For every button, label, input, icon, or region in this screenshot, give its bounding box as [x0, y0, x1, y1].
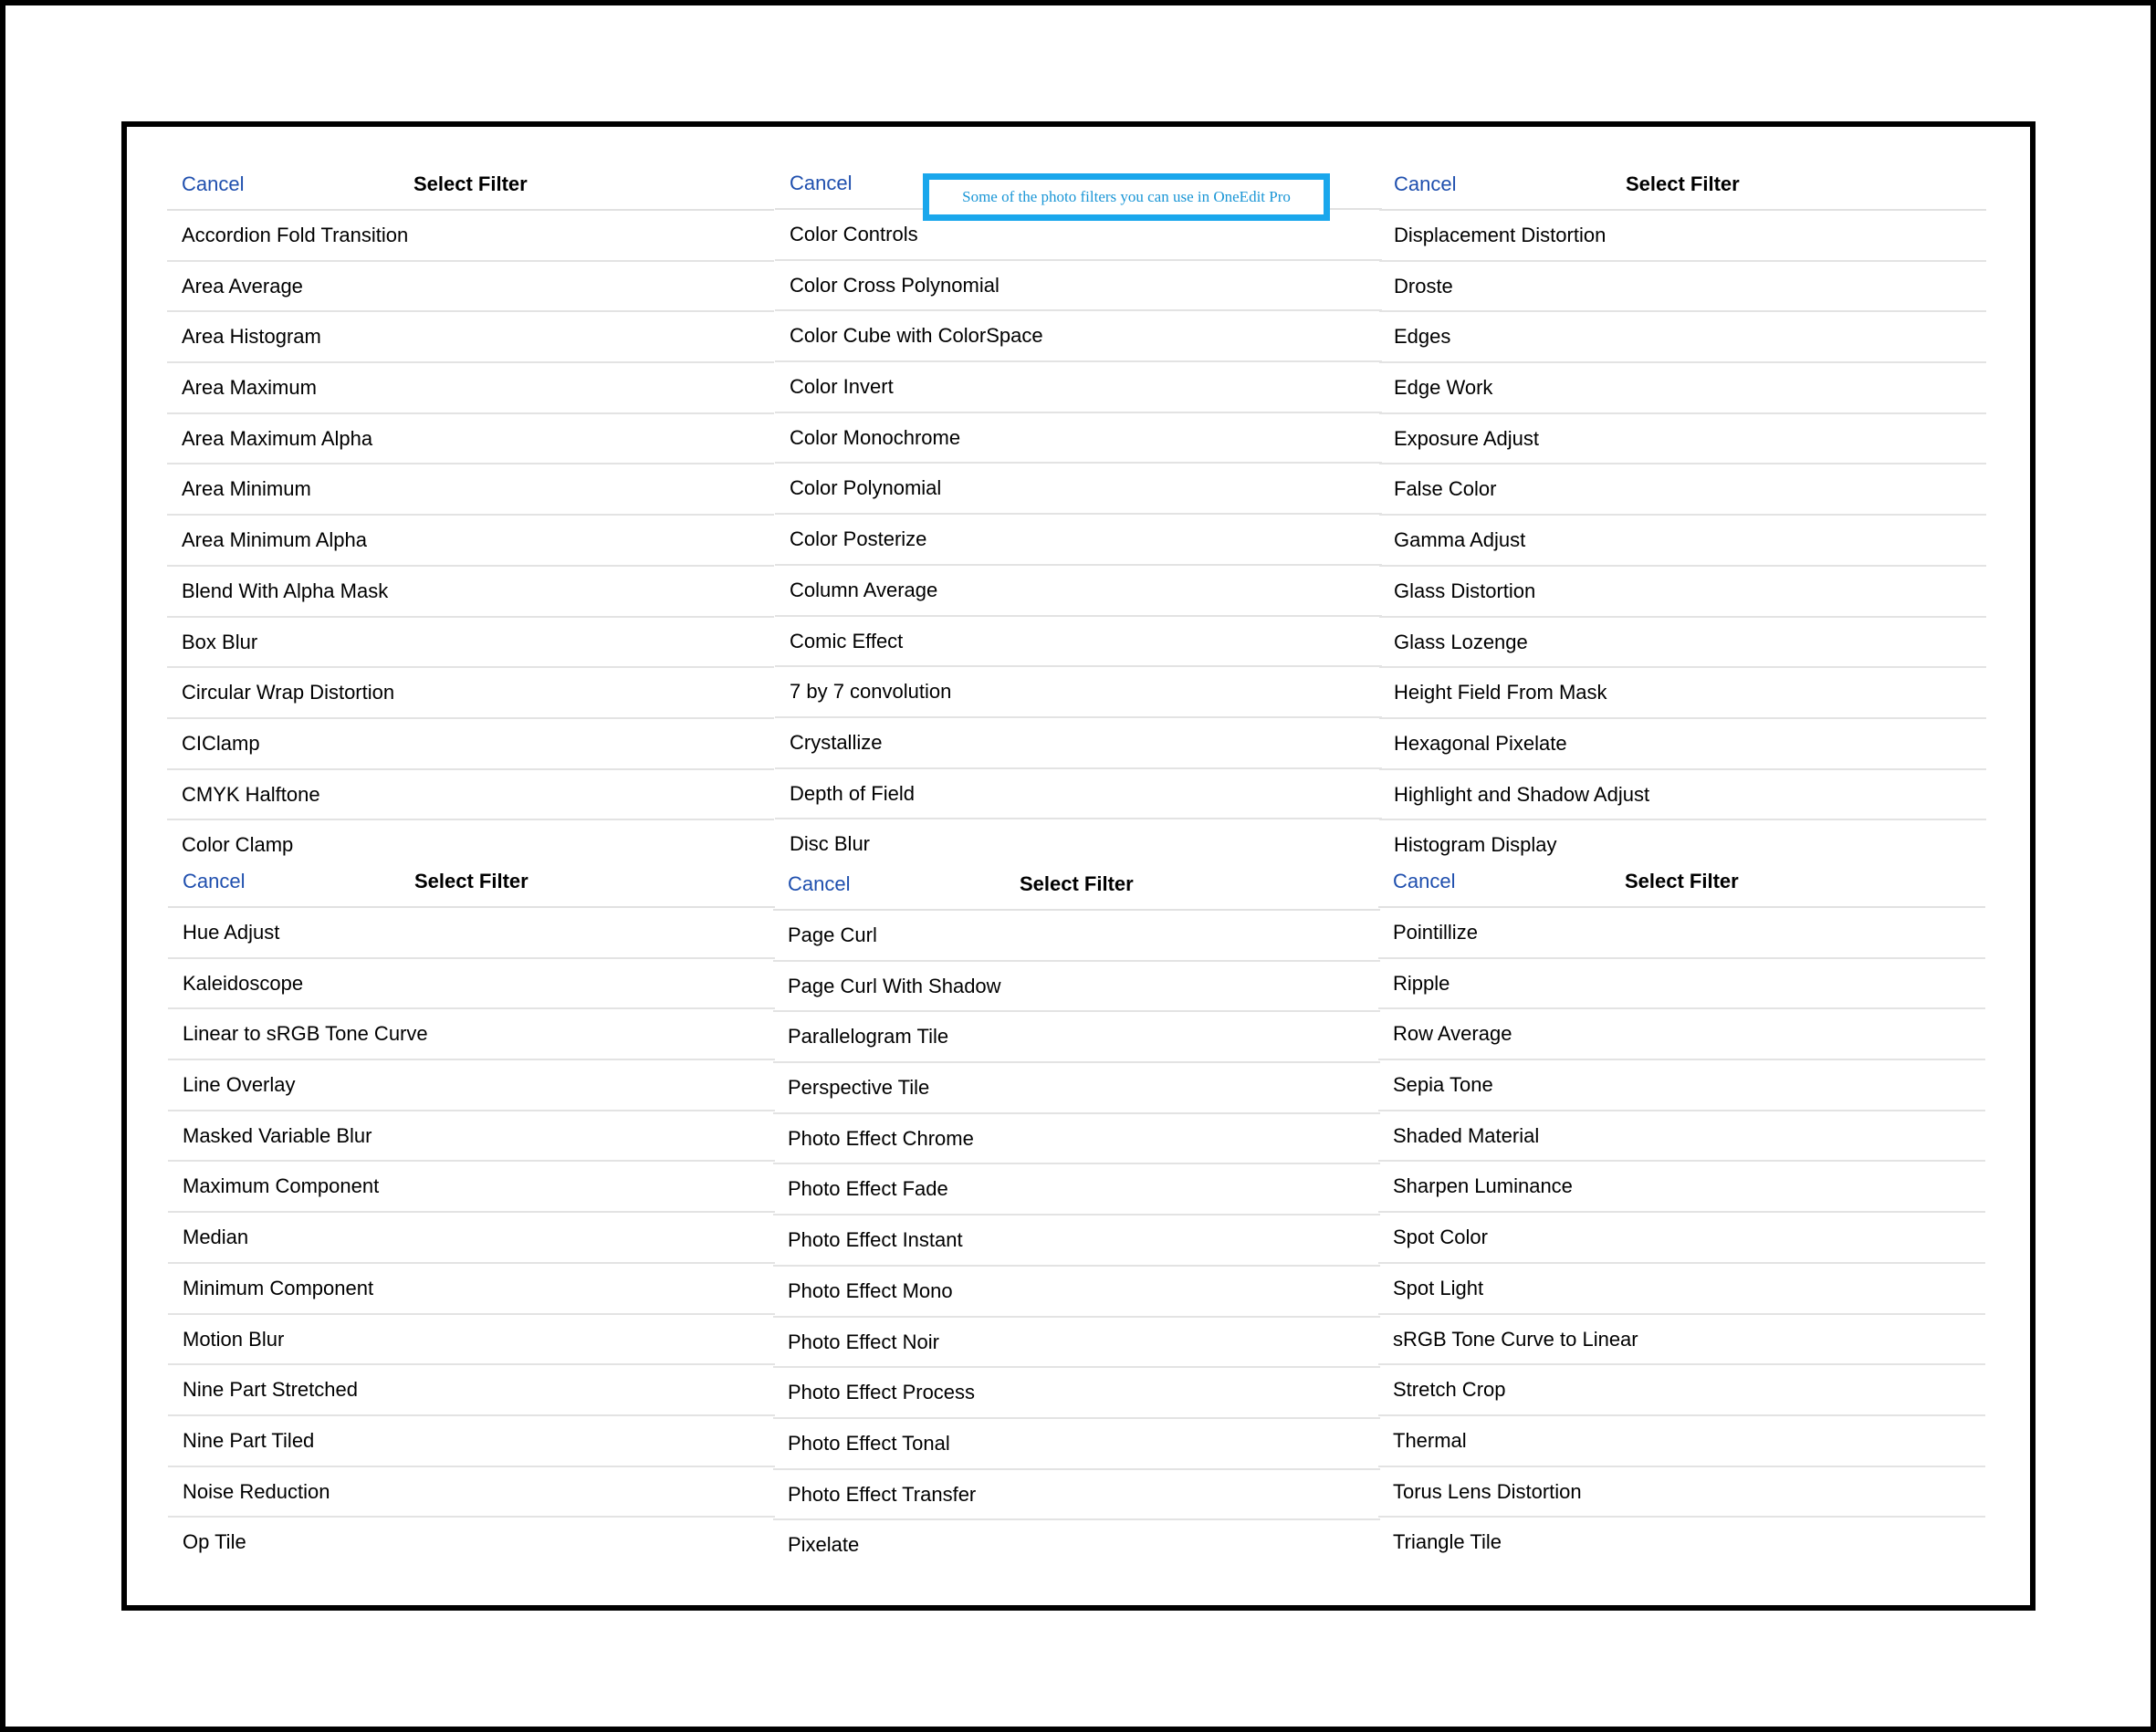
filter-item[interactable]: Accordion Fold Transition [167, 211, 774, 262]
cancel-button[interactable]: Cancel [183, 870, 246, 892]
panel-header [167, 160, 774, 211]
filter-item[interactable]: Ripple [1378, 959, 1985, 1010]
filter-item[interactable]: Median [168, 1213, 775, 1264]
filter-item[interactable]: Droste [1379, 262, 1986, 313]
filter-list [1378, 908, 1985, 1569]
filter-item[interactable]: False Color [1379, 464, 1986, 516]
filter-item[interactable]: Maximum Component [168, 1162, 775, 1213]
filter-item[interactable]: Comic Effect [775, 617, 1382, 668]
filter-item[interactable]: Nine Part Stretched [168, 1365, 775, 1416]
filter-list [167, 211, 774, 871]
filter-item[interactable]: Area Maximum [167, 363, 774, 414]
filter-item[interactable]: Pixelate [788, 1533, 860, 1557]
filter-item[interactable]: Page Curl [773, 911, 1380, 962]
filter-item[interactable]: Noise Reduction [168, 1467, 775, 1518]
filter-item[interactable]: Circular Wrap Distortion [167, 668, 774, 719]
filter-item[interactable]: Color Cube with ColorSpace [775, 311, 1382, 362]
filter-item[interactable]: Sepia Tone [1378, 1060, 1985, 1111]
filter-item[interactable]: Triangle Tile [1393, 1530, 1502, 1554]
filter-item[interactable]: Photo Effect Fade [773, 1164, 1380, 1216]
filter-item[interactable]: Edges [1379, 312, 1986, 363]
filter-item[interactable]: Displacement Distortion [1379, 211, 1986, 262]
filter-item[interactable]: Area Average [167, 262, 774, 313]
panel-title: Select Filter [1625, 870, 1739, 892]
filter-item[interactable]: Crystallize [775, 718, 1382, 769]
filter-panel-3 [1379, 160, 1986, 871]
filter-panel-2 [775, 159, 1382, 871]
filter-item[interactable]: Edge Work [1379, 363, 1986, 414]
filter-item[interactable]: Area Minimum [167, 464, 774, 516]
panel-header [1379, 160, 1986, 211]
filter-item[interactable]: Spot Light [1378, 1264, 1985, 1315]
filter-item[interactable]: Parallelogram Tile [773, 1012, 1380, 1063]
filter-item[interactable]: 7 by 7 convolution [775, 667, 1382, 718]
filter-item[interactable]: Box Blur [167, 618, 774, 669]
filter-item[interactable]: Photo Effect Tonal [773, 1419, 1380, 1470]
filter-item[interactable]: Area Minimum Alpha [167, 516, 774, 567]
filter-item[interactable]: Minimum Component [168, 1264, 775, 1315]
filter-item[interactable]: Spot Color [1378, 1213, 1985, 1264]
filter-item[interactable]: Highlight and Shadow Adjust [1379, 770, 1986, 821]
filter-item[interactable]: Masked Variable Blur [168, 1111, 775, 1163]
filter-item[interactable]: Depth of Field [775, 769, 1382, 820]
caption-text: Some of the photo filters you can use in OneEdit Pro [929, 180, 1324, 214]
filter-item[interactable]: Op Tile [183, 1530, 246, 1554]
filter-item[interactable]: Color Cross Polynomial [775, 261, 1382, 312]
filter-item[interactable]: Shaded Material [1378, 1111, 1985, 1163]
filter-list [168, 908, 775, 1569]
filter-item[interactable]: Area Maximum Alpha [167, 414, 774, 465]
filter-item[interactable]: CIClamp [167, 719, 774, 770]
filter-item[interactable]: Pointillize [1378, 908, 1985, 959]
filter-item[interactable]: Hexagonal Pixelate [1379, 719, 1986, 770]
filter-item[interactable]: Line Overlay [168, 1060, 775, 1111]
filter-item[interactable]: Photo Effect Instant [773, 1216, 1380, 1267]
filter-item[interactable]: Exposure Adjust [1379, 414, 1986, 465]
filter-item[interactable]: Linear to sRGB Tone Curve [168, 1009, 775, 1060]
filter-item[interactable]: Blend With Alpha Mask [167, 567, 774, 618]
filter-list [773, 911, 1380, 1571]
panel-header [168, 857, 775, 908]
filter-item[interactable]: Color Invert [775, 362, 1382, 413]
cancel-button[interactable]: Cancel [790, 172, 853, 194]
panel-title: Select Filter [1020, 872, 1134, 895]
filter-item[interactable]: Column Average [775, 566, 1382, 617]
filter-item[interactable]: Torus Lens Distortion [1378, 1467, 1985, 1518]
panel-title: Select Filter [413, 172, 528, 195]
cancel-button[interactable]: Cancel [1393, 870, 1456, 892]
filter-panel-6 [1378, 857, 1985, 1569]
filter-item[interactable]: Histogram Display [1394, 833, 1557, 857]
filter-item[interactable]: Photo Effect Noir [773, 1318, 1380, 1369]
filter-item[interactable]: Nine Part Tiled [168, 1416, 775, 1467]
filter-item[interactable]: Row Average [1378, 1009, 1985, 1060]
filter-panel-1 [167, 160, 774, 871]
filter-list [775, 210, 1382, 871]
cancel-button[interactable]: Cancel [1394, 172, 1457, 195]
panel-header [1378, 857, 1985, 908]
filter-item[interactable]: Page Curl With Shadow [773, 962, 1380, 1013]
panel-title: Select Filter [1626, 172, 1740, 195]
filter-item[interactable]: Area Histogram [167, 312, 774, 363]
filter-item[interactable]: sRGB Tone Curve to Linear [1378, 1315, 1985, 1366]
cancel-button[interactable]: Cancel [788, 872, 851, 895]
filter-item[interactable]: Motion Blur [168, 1315, 775, 1366]
filter-list [1379, 211, 1986, 871]
filter-item[interactable]: Glass Distortion [1379, 567, 1986, 618]
filter-item[interactable]: Color Posterize [775, 515, 1382, 566]
filter-item[interactable]: Color Monochrome [775, 413, 1382, 464]
filter-panel-4 [168, 857, 775, 1569]
filter-panel-5 [773, 860, 1380, 1571]
filter-item[interactable]: Sharpen Luminance [1378, 1162, 1985, 1213]
panel-header [773, 860, 1380, 911]
filter-item[interactable]: Height Field From Mask [1379, 668, 1986, 719]
panel-title: Select Filter [414, 870, 529, 892]
filter-item[interactable]: Color Clamp [182, 833, 294, 857]
filter-item[interactable]: Photo Effect Transfer [773, 1470, 1380, 1521]
cancel-button[interactable]: Cancel [182, 172, 245, 195]
filter-item[interactable]: Color Controls [775, 210, 1382, 261]
filter-item[interactable]: Thermal [1378, 1416, 1985, 1467]
filter-item[interactable]: Kaleidoscope [168, 959, 775, 1010]
filter-item[interactable]: Glass Lozenge [1379, 618, 1986, 669]
filter-item[interactable]: Hue Adjust [168, 908, 775, 959]
filter-item[interactable]: Color Polynomial [775, 464, 1382, 515]
filter-item[interactable]: Gamma Adjust [1379, 516, 1986, 567]
filter-item[interactable]: Photo Effect Mono [773, 1267, 1380, 1318]
filter-item[interactable]: Stretch Crop [1378, 1365, 1985, 1416]
filter-item[interactable]: Photo Effect Chrome [773, 1114, 1380, 1165]
caption-box [923, 173, 1330, 221]
filter-item[interactable]: Disc Blur [790, 832, 871, 856]
filter-item[interactable]: Perspective Tile [773, 1063, 1380, 1114]
filter-item[interactable]: CMYK Halftone [167, 770, 774, 821]
filter-item[interactable]: Photo Effect Process [773, 1368, 1380, 1419]
